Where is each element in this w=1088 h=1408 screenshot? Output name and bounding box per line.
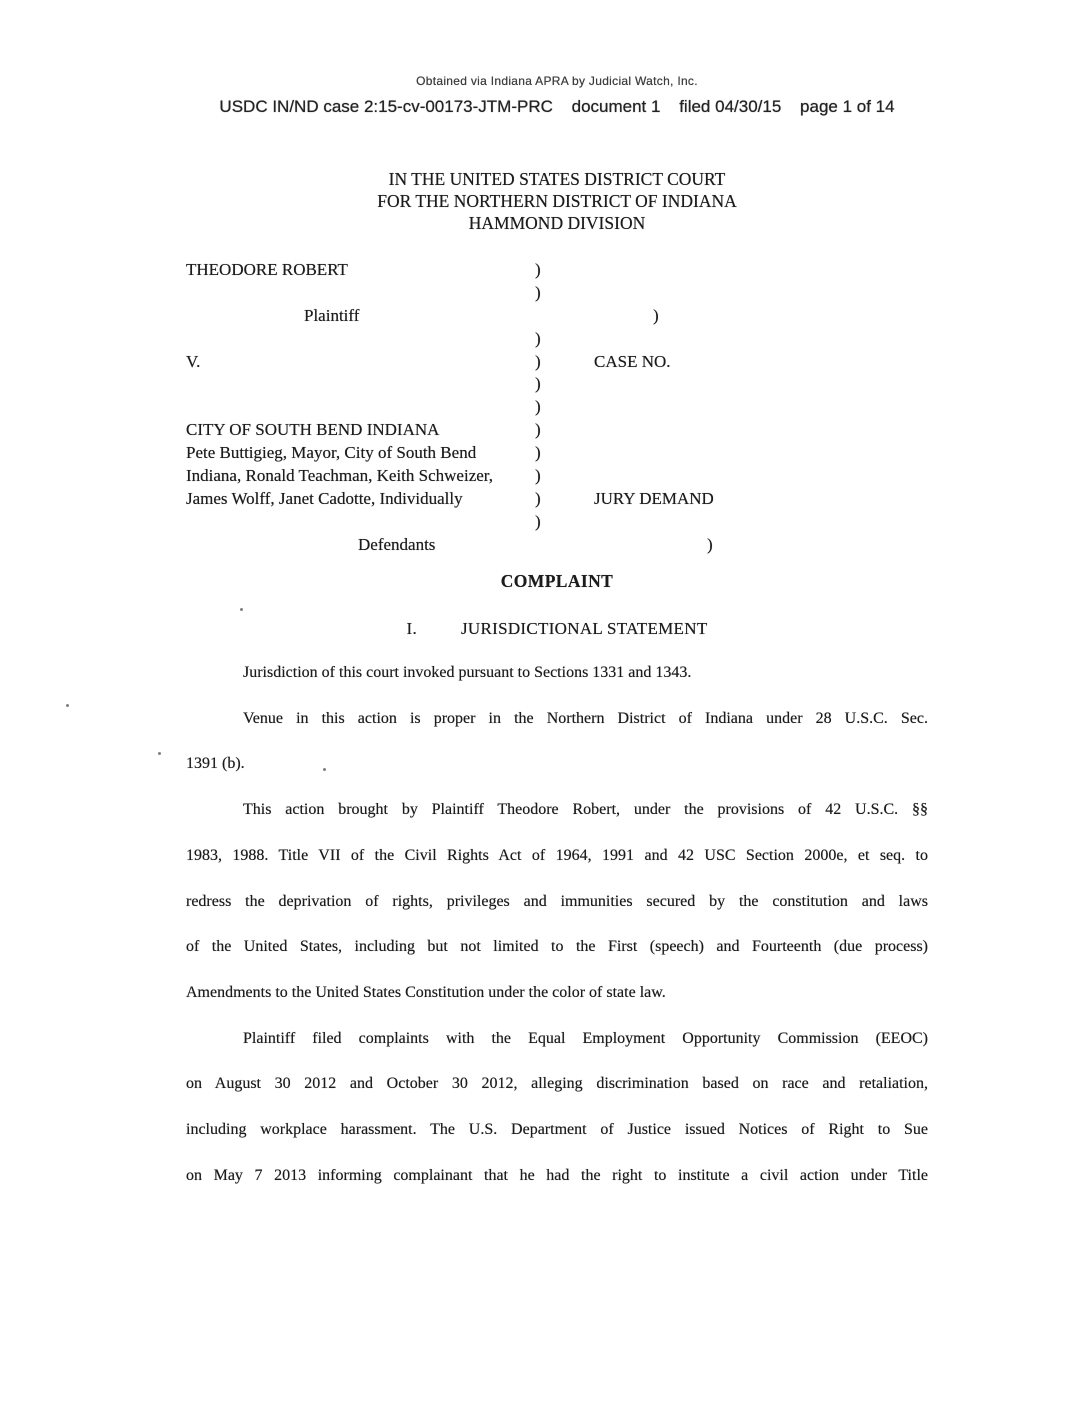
caption-row — [186, 419, 928, 442]
case-stamp-filed-date: filed 04/30/15 — [679, 97, 782, 116]
court-header-line-1: IN THE UNITED STATES DISTRICT COURT — [388, 169, 726, 189]
section-title: JURISDICTIONAL STATEMENT — [461, 619, 708, 638]
complaint-title: COMPLAINT — [500, 571, 614, 591]
caption-paren: ) — [535, 282, 541, 302]
caption-right-text — [575, 511, 594, 534]
case-stamp-page-number: page 1 of 14 — [800, 97, 895, 116]
body-line: on August 30 2012 and October 30 2012, alleging discrimination based on race and retaliation, — [186, 1075, 928, 1093]
section-heading — [186, 619, 928, 639]
caption-paren: ) — [653, 305, 659, 325]
body-line: Jurisdiction of this court invoked pursuant to Sections 1331 and 1343. — [243, 664, 692, 681]
body-line: 1391 (b). — [186, 755, 245, 773]
scan-speck — [240, 608, 243, 611]
caption-paren: ) — [535, 260, 541, 279]
caption-row — [186, 282, 928, 305]
court-header — [186, 168, 928, 234]
caption-paren: ) — [707, 534, 713, 554]
caption-paren: ) — [535, 488, 541, 508]
court-header-line-3: HAMMOND DIVISION — [468, 213, 646, 233]
caption-party-text — [186, 282, 535, 305]
caption-paren: ) — [535, 351, 541, 371]
case-caption — [186, 259, 928, 557]
case-stamp-document: document 1 — [571, 97, 661, 116]
caption-row — [186, 351, 928, 374]
body-line: Plaintiff filed complaints with the Equal Employment Opportunity Commission (EEOC) — [243, 1029, 928, 1047]
caption-right-text — [693, 305, 712, 328]
body-text — [186, 650, 928, 1198]
case-stamp-case-number: USDC IN/ND case 2:15-cv-00173-JTM-PRC — [219, 97, 553, 116]
caption-row — [186, 396, 928, 419]
caption-row — [186, 305, 928, 328]
body-line: This action brought by Plaintiff Theodore Robert, under the provisions of 42 U.S.C. §§ — [243, 801, 928, 819]
caption-row — [186, 328, 928, 351]
caption-paren: ) — [535, 374, 541, 394]
body-line: of the United States, including but not limited to the First (speech) and Fourteenth (due process) — [186, 938, 928, 956]
caption-right-text — [575, 419, 594, 442]
body-line: on May 7 2013 informing complainant that he had the right to institute a civil action under Title — [186, 1166, 928, 1184]
section-number: I. — [406, 619, 417, 638]
caption-right-text — [575, 465, 594, 488]
caption-right-text — [575, 282, 594, 305]
caption-party-text — [186, 373, 535, 396]
scan-speck — [323, 768, 326, 771]
caption-right-text — [575, 328, 594, 351]
caption-row — [186, 534, 928, 557]
caption-party-text — [186, 396, 535, 419]
caption-party-text: Defendants — [358, 534, 436, 554]
caption-right-text: CASE NO. — [594, 351, 671, 371]
caption-paren: ) — [535, 511, 541, 531]
caption-party-text: Indiana, Ronald Teachman, Keith Schweizer, — [186, 466, 494, 486]
caption-party-text — [186, 328, 535, 351]
caption-paren: ) — [535, 420, 541, 440]
body-line: redress the deprivation of rights, privileges and immunities secured by the constitution and laws — [186, 892, 928, 910]
caption-row — [186, 511, 928, 534]
caption-row — [186, 373, 928, 396]
caption-party-text: Pete Buttigieg, Mayor, City of South Bend — [186, 443, 477, 463]
caption-right-text: JURY DEMAND — [594, 488, 714, 508]
caption-party-text: James Wolff, Janet Cadotte, Individually — [186, 488, 463, 508]
caption-row — [186, 442, 928, 465]
caption-right-text — [575, 259, 594, 282]
caption-row — [186, 259, 928, 282]
caption-party-text: THEODORE ROBERT — [186, 260, 348, 279]
body-line: Amendments to the United States Constitution under the color of state law. — [186, 983, 666, 1001]
scan-speck — [158, 752, 161, 755]
body-line: including workplace harassment. The U.S. Department of Justice issued Notices of Right to Sue — [186, 1121, 928, 1139]
caption-right-text — [575, 442, 594, 465]
caption-paren: ) — [535, 397, 541, 417]
caption-paren: ) — [535, 328, 541, 348]
caption-paren: ) — [535, 466, 541, 486]
caption-right-text — [575, 373, 594, 396]
caption-right-text — [575, 396, 594, 419]
caption-paren: ) — [535, 443, 541, 463]
provenance-stamp: Obtained via Indiana APRA by Judicial Watch, Inc. — [416, 74, 698, 88]
caption-row — [186, 488, 928, 511]
case-stamp — [186, 97, 928, 117]
body-line: 1983, 1988. Title VII of the Civil Rights Act of 1964, 1991 and 42 USC Section 2000e, et seq. to — [186, 846, 928, 864]
scan-speck — [66, 704, 69, 707]
caption-party-text — [186, 511, 535, 534]
caption-row — [186, 465, 928, 488]
court-header-line-2: FOR THE NORTHERN DISTRICT OF INDIANA — [377, 191, 737, 211]
caption-right-text — [747, 534, 766, 557]
caption-party-text: Plaintiff — [304, 305, 360, 325]
caption-party-text: V. — [186, 351, 201, 371]
body-line: Venue in this action is proper in the Northern District of Indiana under 28 U.S.C. Sec. — [243, 709, 928, 727]
caption-party-text: CITY OF SOUTH BEND INDIANA — [186, 420, 440, 440]
